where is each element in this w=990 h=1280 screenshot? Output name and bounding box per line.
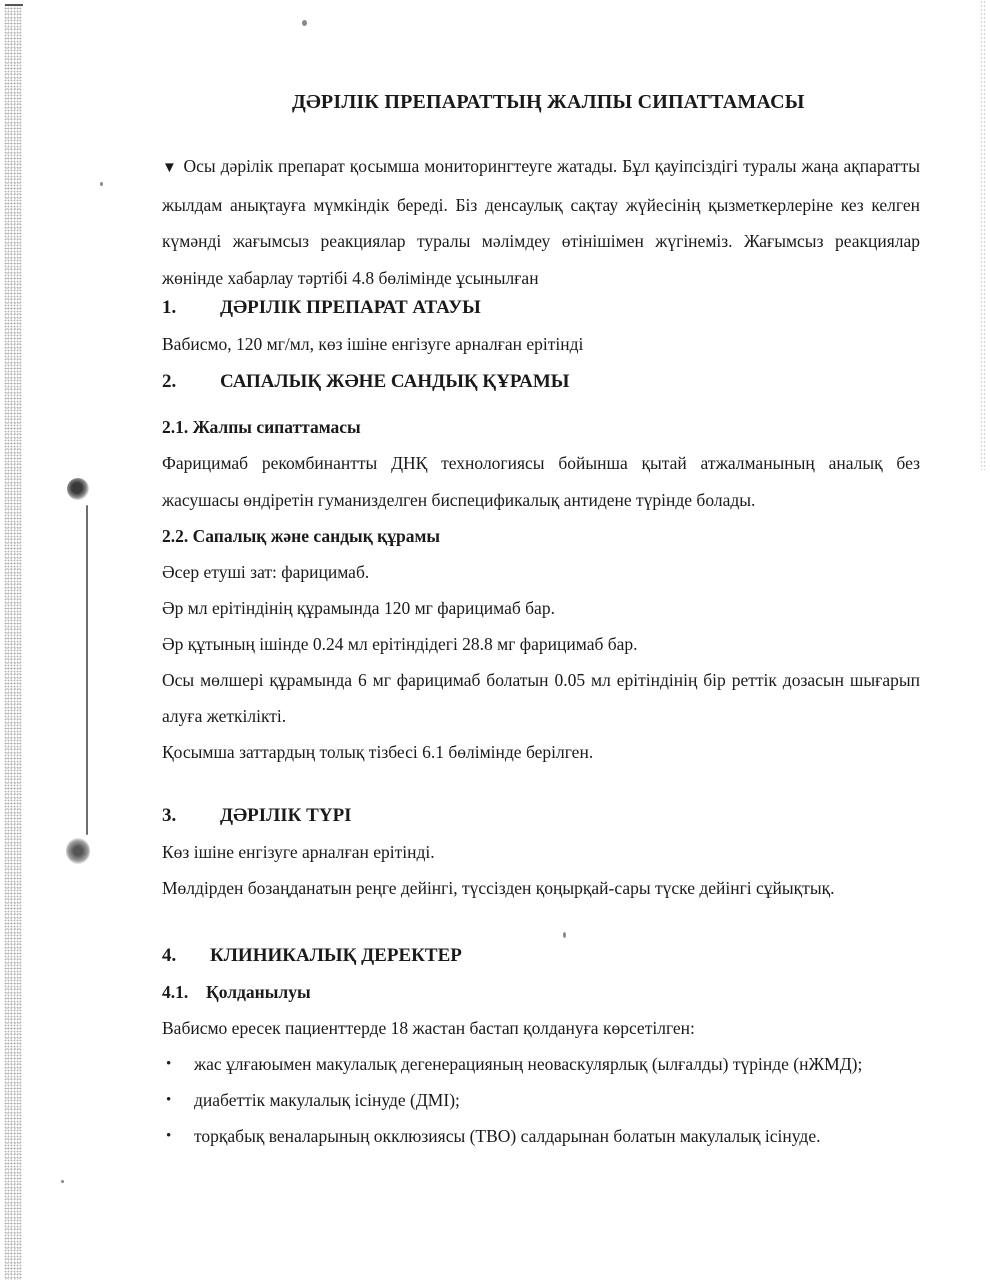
scan-speck <box>302 20 307 26</box>
section-number: 2. <box>162 371 177 392</box>
section-1 <box>162 290 920 362</box>
section-2-2 <box>162 518 920 770</box>
section-4 <box>162 938 920 1154</box>
scan-edge-top <box>5 4 23 6</box>
section-3 <box>162 798 920 906</box>
section-2-heading <box>162 364 920 400</box>
section-4-heading <box>162 938 920 974</box>
monitoring-notice <box>162 148 920 296</box>
binding-line-mark <box>86 505 88 835</box>
section-number: 3. <box>162 805 177 826</box>
scan-speck <box>61 1180 64 1183</box>
black-triangle-icon: ▼ <box>162 160 178 176</box>
section-number: 1. <box>162 297 177 318</box>
product-name: Вабисмо, 120 мг/мл, көз ішіне енгізуге арналған ерітінді <box>162 334 584 354</box>
subsection-number: 4.1. <box>162 982 189 1002</box>
scan-speck <box>100 182 103 186</box>
composition-line: Әсер етуші зат: фарицимаб. <box>162 562 370 582</box>
indication-item: • диабеттік макулалық ісінуде (ДМІ); <box>162 1082 920 1118</box>
document-title: ДӘРІЛІК ПРЕПАРАТТЫҢ ЖАЛПЫ СИПАТТАМАСЫ <box>292 91 805 113</box>
subsection-4-1-heading <box>162 974 920 1010</box>
section-title: ДӘРІЛІК ПРЕПАРАТ АТАУЫ <box>220 297 481 318</box>
composition-line: Әр құтының ішінде 0.24 мл ерітіндідегі 28.8 мг фарицимаб бар. <box>162 634 638 654</box>
scan-edge-right <box>980 0 986 470</box>
dosage-form-line: Көз ішіне енгізуге арналған ерітінді. <box>162 842 435 862</box>
subsection-heading: 2.2. Сапалық және сандық құрамы <box>162 526 441 546</box>
subsection-title: Қолданылуы <box>206 982 311 1002</box>
subsection-heading: 2.1. Жалпы сипаттамасы <box>162 417 361 437</box>
indication-item: • торқабық веналарының окклюзиясы (ТВО) салдарынан болатын макулалық ісінуде. <box>162 1118 920 1154</box>
binding-hole-bottom-mark <box>66 838 90 864</box>
indication-item: • жас ұлғаюымен макулалық дегенерацияның неоваскулярлық (ылғалды) түрінде (нЖМД); <box>162 1046 920 1082</box>
section-2-1 <box>162 409 920 519</box>
indications-list <box>162 1046 920 1154</box>
section-number: 4. <box>162 945 177 966</box>
indications-intro: Вабисмо ересек пациенттерде 18 жастан бастап қолдануға көрсетілген: <box>162 1018 695 1038</box>
section-2 <box>162 364 920 400</box>
section-1-heading <box>162 290 920 326</box>
composition-line: Әр мл ерітіндінің құрамында 120 мг фарицимаб бар. <box>162 598 555 618</box>
scan-edge-left <box>4 4 22 1280</box>
binding-hole-top-mark <box>67 478 89 500</box>
composition-line: Қосымша заттардың толық тізбесі 6.1 бөлімінде берілген. <box>162 742 594 762</box>
monitoring-notice-text: Осы дәрілік препарат қосымша мониторингтеуге жатады. Бұл қауіпсіздігі туралы жаңа ақпаратты жылдам анықтауға мүмкіндік береді. Біз денсаулық сақтау жүйесінің қызметкерлеріне кез келген күмәнді жағымсыз реакциялар туралы мәлімдеу өтінішімен жүгінеміз. Жағымсыз реакциялар жөнінде хабарлау тәртібі 4.8 бөлімінде ұсынылған <box>162 156 920 288</box>
section-3-heading <box>162 798 920 834</box>
composition-line: Осы мөлшері құрамында 6 мг фарицимаб болатын 0.05 мл ерітіндінің бір реттік дозасын шығарып алуға жеткілікті. <box>162 670 920 726</box>
general-description-text: Фарицимаб рекомбинантты ДНҚ технологиясы бойынша қытай атжалманының аналық без жасушасы өндіретін гуманизделген биспецификалық антидене түрінде болады. <box>162 453 920 510</box>
section-title: ДӘРІЛІК ТҮРІ <box>220 805 352 826</box>
dosage-form-line: Мөлдірден бозаңданатын реңге дейінгі, түссізден қоңырқай-сары түске дейінгі сұйықтық. <box>162 878 835 898</box>
section-title: КЛИНИКАЛЫҚ ДЕРЕКТЕР <box>210 945 462 966</box>
section-title: САПАЛЫҚ ЖӘНЕ САНДЫҚ ҚҰРАМЫ <box>220 371 570 392</box>
